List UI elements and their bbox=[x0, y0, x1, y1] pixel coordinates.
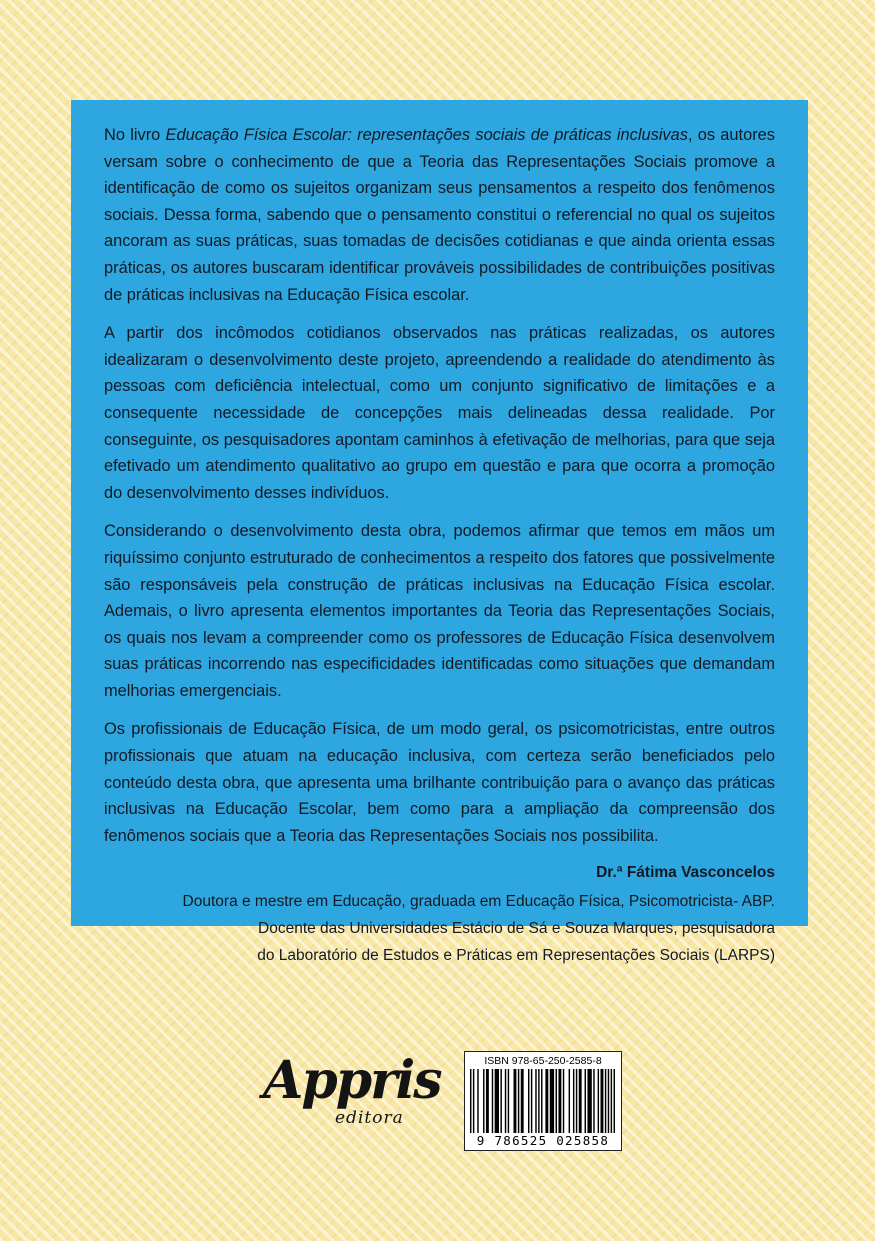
signature-bio-line: do Laboratório de Estudos e Práticas em Representações Sociais (LARPS) bbox=[257, 946, 775, 964]
paragraph-3: Considerando o desenvolvimento desta obra, podemos afirmar que temos em mãos um riquíssimo conjunto estruturado de conhecimentos a respeito dos fatores que possivelmente são responsáveis pela construção de práticas inclusivas na Educação Física escolar. Ademais, o livro apresenta elementos importantes da Teoria das Representações Sociais, os quais nos levam a compreender como os professores de Educação Física desenvolvem suas práticas incorrendo nas especificidades identificadas como situações que demandam melhorias emergenciais. bbox=[104, 522, 775, 700]
publisher-logo-subtitle: editora bbox=[335, 1108, 404, 1128]
signature-bio-line: Doutora e mestre em Educação, graduada em Educação Física, Psicomotricista- ABP. bbox=[182, 893, 775, 911]
signature-name: Dr.ª Fátima Vasconcelos bbox=[596, 864, 775, 882]
paragraph-4: Os profissionais de Educação Física, de um modo geral, os psicomotricistas, entre outros profissionais que atuam na educação inclusiva, com certeza serão beneficiados pelo conteúdo desta obra, que apresenta uma brilhante contribuição para o avanço das práticas inclusivas na Educação Escolar, bem como para a ampliação da compreensão dos fenômenos sociais que a Teoria das Representações Sociais nos possibilita. bbox=[104, 720, 775, 845]
signature-bio-line: Docente das Universidades Estácio de Sá e Souza Marques, pesquisadora bbox=[258, 920, 775, 938]
paragraph-1-rest: , os autores versam sobre o conhecimento de que a Teoria das Representações Sociais promove a identificação de como os sujeitos organizam seus pensamentos a respeito dos fenômenos sociais. Dessa forma, sabendo que o pensamento constitui o referencial no qual os sujeitos ancoram as suas práticas, suas tomadas de decisões cotidianas e que ainda orienta essas práticas, os autores buscaram identificar prováveis possibilidades de contribuições positivas de práticas inclusivas na Educação Física escolar. bbox=[104, 126, 775, 304]
barcode-bars-icon bbox=[470, 1069, 616, 1133]
back-cover-text-panel bbox=[71, 100, 808, 964]
isbn-label: ISBN 978-65-250-2585-8 bbox=[484, 1055, 602, 1067]
publisher-logo bbox=[263, 1050, 441, 1140]
paragraph-2: A partir dos incômodos cotidianos observados nas práticas realizadas, os autores idealizaram o desenvolvimento deste projeto, apreendendo a realidade do atendimento às pessoas com deficiência intelectual, como um conjunto significativo de limitações e a consequente necessidade de concepções mais delineadas dessa realidade. Por conseguinte, os pesquisadores apontam caminhos à efetivação de melhorias, para que seja efetivado um atendimento qualitativo ao grupo em questão e para que ocorra a promoção do desenvolvimento desses indivíduos. bbox=[104, 324, 775, 502]
isbn-barcode bbox=[464, 1051, 622, 1151]
barcode-digits: 9 786525 025858 bbox=[476, 1133, 610, 1148]
signature-bio bbox=[104, 889, 775, 969]
publisher-logo-wordmark: Appris bbox=[263, 1050, 441, 1111]
paragraph-1 bbox=[104, 122, 775, 308]
book-title: Educação Física Escolar: representações sociais de práticas inclusivas bbox=[165, 126, 688, 144]
paragraph-1-lead: No livro bbox=[104, 126, 166, 144]
